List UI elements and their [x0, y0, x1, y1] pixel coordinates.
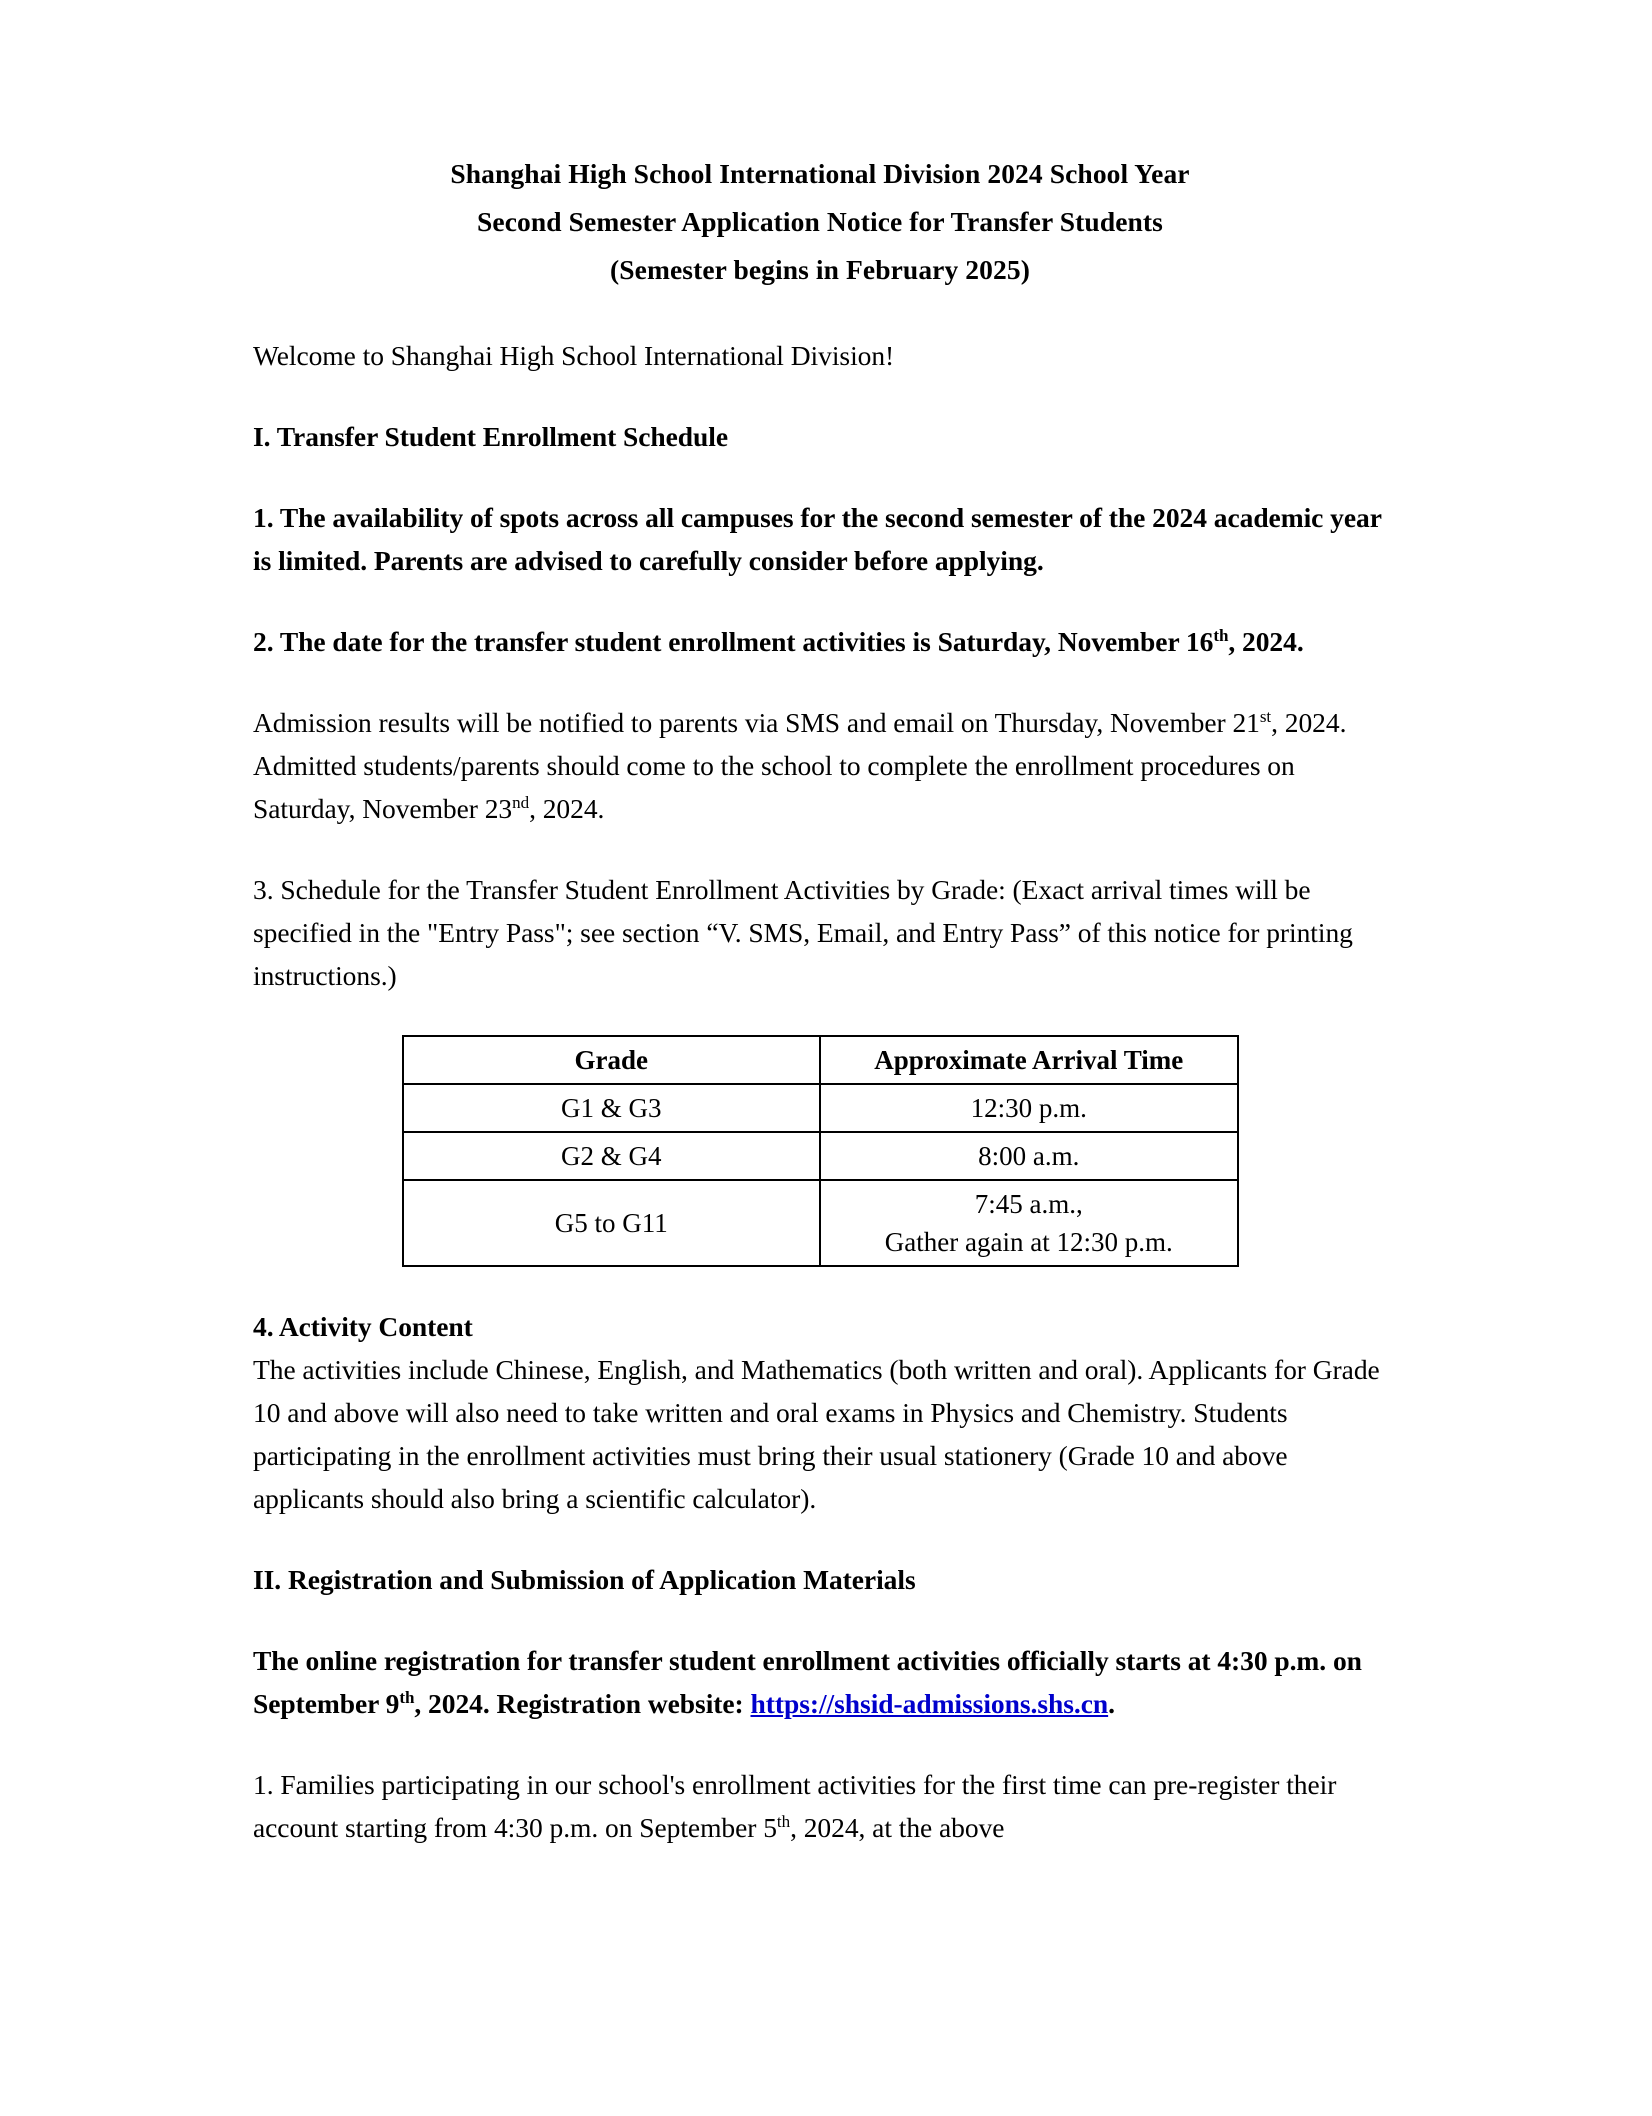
- spacer: [253, 458, 1387, 496]
- table-cell-time: 12:30 p.m.: [820, 1084, 1238, 1132]
- registration-text-post: .: [1108, 1688, 1115, 1719]
- item-ii-1-paragraph: [253, 1763, 1387, 1849]
- spacer: [253, 1520, 1387, 1558]
- welcome-paragraph: Welcome to Shanghai High School International Division!: [253, 340, 895, 371]
- table-cell-grade: G1 & G3: [403, 1084, 821, 1132]
- grade-schedule-table: [402, 1035, 1239, 1267]
- spacer: [253, 377, 1387, 415]
- item-ii-1-text-pre: 1. Families participating in our school's enrollment activities for the first time can pre-register their account starting from 4:30 p.m. on September 5: [253, 1769, 1337, 1843]
- item-3-heading-text: 3. Schedule for the Transfer Student Enrollment Activities by Grade:: [253, 874, 1006, 905]
- grade-schedule-table-wrapper: [253, 1035, 1387, 1267]
- registration-text-pre: The online registration for transfer student enrollment activities officially starts at 4:30 p.m. on September 9: [253, 1645, 1362, 1719]
- spacer: [253, 1601, 1387, 1639]
- registration-text-mid: , 2024. Registration website:: [414, 1688, 751, 1719]
- item-4-paragraph: The activities include Chinese, English, and Mathematics (both written and oral). Applicants for Grade 10 and above will also need to take written and oral exams in Physics and Chemistry. Students participating in the enrollment activities must bring their usual stationery (Grade 10 and above applicants should also bring a scientific calculator).: [253, 1354, 1380, 1514]
- table-row: [403, 1084, 1238, 1132]
- admission-text-post: , 2024.: [529, 793, 605, 824]
- spacer: [253, 294, 1387, 334]
- item-1-paragraph: 1. The availability of spots across all campuses for the second semester of the 2024 academic year is limited. Parents are advised to carefully consider before applying.: [253, 502, 1382, 576]
- table-header-arrival-time: Approximate Arrival Time: [820, 1036, 1238, 1084]
- admission-results-paragraph: [253, 701, 1387, 830]
- table-row: [403, 1180, 1238, 1266]
- table-cell-time: [820, 1180, 1238, 1266]
- item-3-paragraph: [253, 868, 1387, 997]
- table-cell-time: 8:00 a.m.: [820, 1132, 1238, 1180]
- table-cell-time-line-2: Gather again at 12:30 p.m.: [884, 1227, 1173, 1257]
- admission-ordinal-suffix-1: st: [1259, 706, 1272, 726]
- table-cell-time-line-1: 7:45 a.m.,: [974, 1189, 1083, 1219]
- section-heading-ii: II. Registration and Submission of Application Materials: [253, 1564, 916, 1595]
- item-ii-1-text-post: , 2024, at the above: [790, 1812, 1005, 1843]
- registration-website-link[interactable]: https://shsid-admissions.shs.cn: [750, 1688, 1109, 1719]
- item-3-body-text: (Exact arrival times will be specified in the "Entry Pass"; see section “V. SMS, Email, and Entry Pass” of this notice for printing instructions.): [253, 874, 1353, 991]
- section-heading-i: I. Transfer Student Enrollment Schedule: [253, 421, 729, 452]
- table-row: [403, 1132, 1238, 1180]
- spacer: [253, 830, 1387, 868]
- item-ii-1-ordinal-suffix: th: [776, 1811, 791, 1831]
- spacer: [253, 663, 1387, 701]
- spacer: [253, 582, 1387, 620]
- item-4-heading: 4. Activity Content: [253, 1311, 473, 1342]
- item-2-text-post: , 2024.: [1228, 626, 1304, 657]
- admission-text-pre: Admission results will be notified to parents via SMS and email on Thursday, November 21: [253, 707, 1260, 738]
- title-line-2: Second Semester Application Notice for Transfer Students: [477, 206, 1163, 237]
- title-line-1: Shanghai High School International Division 2024 School Year: [450, 158, 1190, 189]
- title-line-3: (Semester begins in February 2025): [610, 254, 1030, 285]
- registration-ordinal-suffix: th: [399, 1687, 415, 1707]
- registration-paragraph: [253, 1639, 1387, 1725]
- table-cell-grade: G2 & G4: [403, 1132, 821, 1180]
- item-2-ordinal-suffix: th: [1213, 625, 1229, 645]
- table-header-grade: Grade: [403, 1036, 821, 1084]
- item-2-paragraph: [253, 620, 1387, 663]
- table-header-row: [403, 1036, 1238, 1084]
- admission-ordinal-suffix-2: nd: [512, 792, 530, 812]
- admission-text-mid: , 2024. Admitted students/parents should come to the school to complete the enrollment procedures on Saturday, November 23: [253, 707, 1347, 824]
- table-cell-grade: G5 to G11: [403, 1180, 821, 1266]
- spacer: [253, 997, 1387, 1035]
- spacer: [253, 1267, 1387, 1305]
- item-2-text-pre: 2. The date for the transfer student enrollment activities is Saturday, November 16: [253, 626, 1214, 657]
- spacer: [253, 1725, 1387, 1763]
- document-title: [253, 150, 1387, 294]
